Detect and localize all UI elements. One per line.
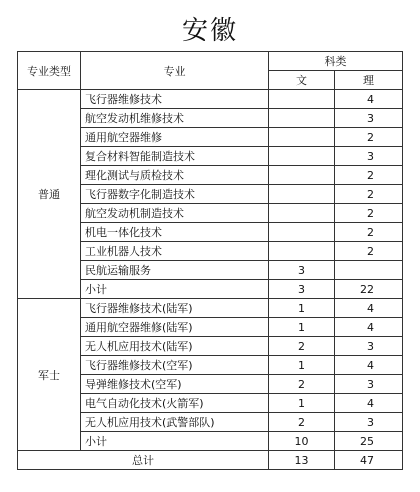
- major-cell: 无人机应用技术(武警部队): [81, 413, 269, 432]
- li-cell: 2: [335, 242, 403, 261]
- li-cell: 3: [335, 147, 403, 166]
- table-row: [18, 299, 403, 318]
- header-subject: 科类: [269, 52, 403, 71]
- major-cell: 小计: [81, 432, 269, 451]
- major-cell: 电气自动化技术(火箭军): [81, 394, 269, 413]
- total-li: 47: [335, 451, 403, 470]
- li-cell: 3: [335, 413, 403, 432]
- major-cell: 航空发动机制造技术: [81, 204, 269, 223]
- major-cell: 民航运输服务: [81, 261, 269, 280]
- table-body: [18, 90, 403, 451]
- major-cell: 无人机应用技术(陆军): [81, 337, 269, 356]
- li-cell: 3: [335, 109, 403, 128]
- wen-cell: 3: [269, 261, 335, 280]
- major-cell: 理化测试与质检技术: [81, 166, 269, 185]
- li-cell: 2: [335, 223, 403, 242]
- wen-cell: [269, 185, 335, 204]
- major-cell: 机电一体化技术: [81, 223, 269, 242]
- wen-cell: [269, 128, 335, 147]
- li-cell: 22: [335, 280, 403, 299]
- major-cell: 航空发动机维修技术: [81, 109, 269, 128]
- major-cell: 复合材料智能制造技术: [81, 147, 269, 166]
- header-wen: 文: [269, 71, 335, 90]
- li-cell: 4: [335, 356, 403, 375]
- li-cell: 2: [335, 128, 403, 147]
- wen-cell: [269, 223, 335, 242]
- wen-cell: [269, 242, 335, 261]
- page-title: 安徽: [181, 16, 238, 46]
- wen-cell: [269, 109, 335, 128]
- wen-cell: 3: [269, 280, 335, 299]
- group-label: 军士: [18, 299, 81, 451]
- major-cell: 飞行器维修技术(空军): [81, 356, 269, 375]
- major-cell: 通用航空器维修: [81, 128, 269, 147]
- li-cell: 4: [335, 318, 403, 337]
- header-major-type: 专业类型: [18, 52, 81, 90]
- major-cell: 导弹维修技术(空军): [81, 375, 269, 394]
- wen-cell: 1: [269, 318, 335, 337]
- wen-cell: 10: [269, 432, 335, 451]
- li-cell: 4: [335, 299, 403, 318]
- wen-cell: 2: [269, 413, 335, 432]
- major-cell: 飞行器维修技术(陆军): [81, 299, 269, 318]
- li-cell: 2: [335, 204, 403, 223]
- wen-cell: 2: [269, 375, 335, 394]
- header-li: 理: [335, 71, 403, 90]
- major-cell: 飞行器维修技术: [81, 90, 269, 109]
- major-cell: 飞行器数字化制造技术: [81, 185, 269, 204]
- li-cell: 3: [335, 337, 403, 356]
- li-cell: 2: [335, 185, 403, 204]
- li-cell: 4: [335, 394, 403, 413]
- table-row: [18, 90, 403, 109]
- total-wen: 13: [269, 451, 335, 470]
- li-cell: 3: [335, 375, 403, 394]
- wen-cell: 1: [269, 299, 335, 318]
- wen-cell: 2: [269, 337, 335, 356]
- enrollment-table: [17, 51, 403, 470]
- total-label: 总计: [18, 451, 269, 470]
- header-row-top: [18, 52, 403, 71]
- major-cell: 小计: [81, 280, 269, 299]
- wen-cell: [269, 90, 335, 109]
- li-cell: 25: [335, 432, 403, 451]
- li-cell: 2: [335, 166, 403, 185]
- major-cell: 工业机器人技术: [81, 242, 269, 261]
- wen-cell: [269, 166, 335, 185]
- major-cell: 通用航空器维修(陆军): [81, 318, 269, 337]
- wen-cell: 1: [269, 394, 335, 413]
- group-label: 普通: [18, 90, 81, 299]
- total-row: [18, 451, 403, 470]
- li-cell: [335, 261, 403, 280]
- wen-cell: [269, 204, 335, 223]
- wen-cell: 1: [269, 356, 335, 375]
- li-cell: 4: [335, 90, 403, 109]
- wen-cell: [269, 147, 335, 166]
- header-major: 专业: [81, 52, 269, 90]
